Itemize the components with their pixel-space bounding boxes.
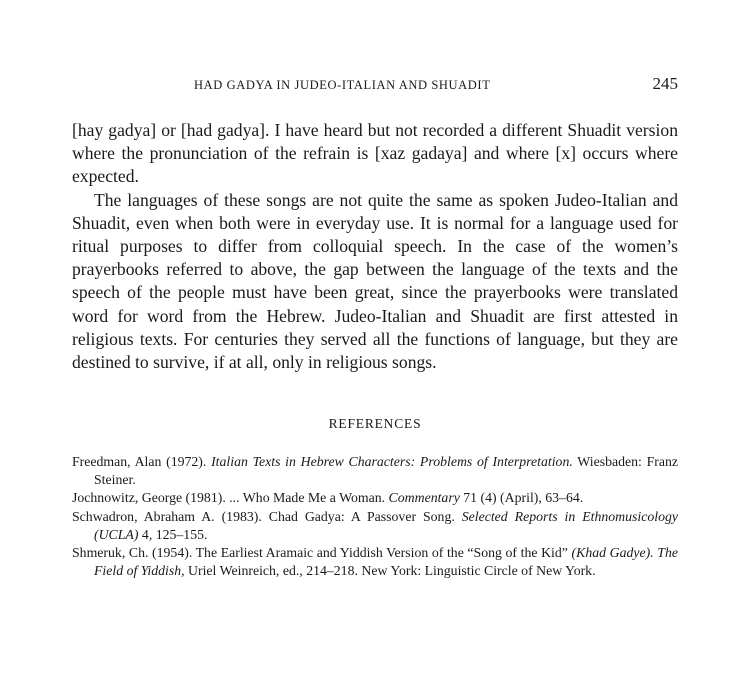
reference-details: 4, 125–155. [138, 526, 208, 542]
reference-jochnowitz [72, 489, 678, 507]
reference-title: (Khad Gadye). The Field of Yiddish, [94, 545, 678, 579]
references-heading: REFERENCES [328, 416, 422, 431]
reference-title: Commentary [388, 490, 460, 506]
reference-author: Shmeruk, Ch. (1954). The Earliest Aramaic and Yiddish Version of the “Song of the Kid” [72, 545, 572, 561]
reference-schwadron [72, 508, 678, 544]
reference-author: Schwadron, Abraham A. (1983). Chad Gadya: A Passover Song. [72, 508, 462, 524]
reference-title: Italian Texts in Hebrew Characters: Problems of Interpretation. [211, 454, 573, 469]
paragraph-continued: [hay gadya] or [had gadya]. I have heard but not recorded a different Shuadit version where the pronunciation of the refrain is [xaz gadaya] and where [x] occurs where expected. [72, 120, 678, 187]
running-title: HAD GADYA IN JUDEO-ITALIAN AND SHUADIT [194, 78, 491, 92]
reference-author: Jochnowitz, George (1981). ... Who Made Me a Woman. [72, 490, 389, 506]
reference-details: Uriel Weinreich, ed., 214–218. New York: Linguistic Circle of New York. [184, 563, 596, 579]
paragraph-languages: The languages of these songs are not quite the same as spoken Judeo-Italian and Shuadit, even when both were in everyday use. It is normal for a language used for ritual purposes to differ from colloquial speech. In the case of the women’s prayerbooks referred to above, the gap between the language of the texts and the speech of the people must have been great, since the prayerbooks were translated word for word from the Hebrew. Judeo-Italian and Shuadit are first attested in religious texts. For centuries they served all the functions of language, but they are destined to survive, if at all, only in religious songs. [72, 189, 678, 373]
page-number: 245 [652, 74, 678, 93]
reference-shmeruk [72, 544, 678, 580]
reference-author: Freedman, Alan (1972). [72, 454, 212, 469]
reference-freedman [72, 453, 678, 489]
body-text [72, 119, 678, 374]
references-list [72, 453, 678, 580]
running-head [72, 74, 678, 98]
reference-details: Wiesbaden: Franz Steiner. [94, 454, 678, 488]
reference-title: Selected Reports in Ethnomusicology (UCLA) [94, 508, 678, 542]
reference-details: 71 (4) (April), 63–64. [459, 490, 584, 506]
